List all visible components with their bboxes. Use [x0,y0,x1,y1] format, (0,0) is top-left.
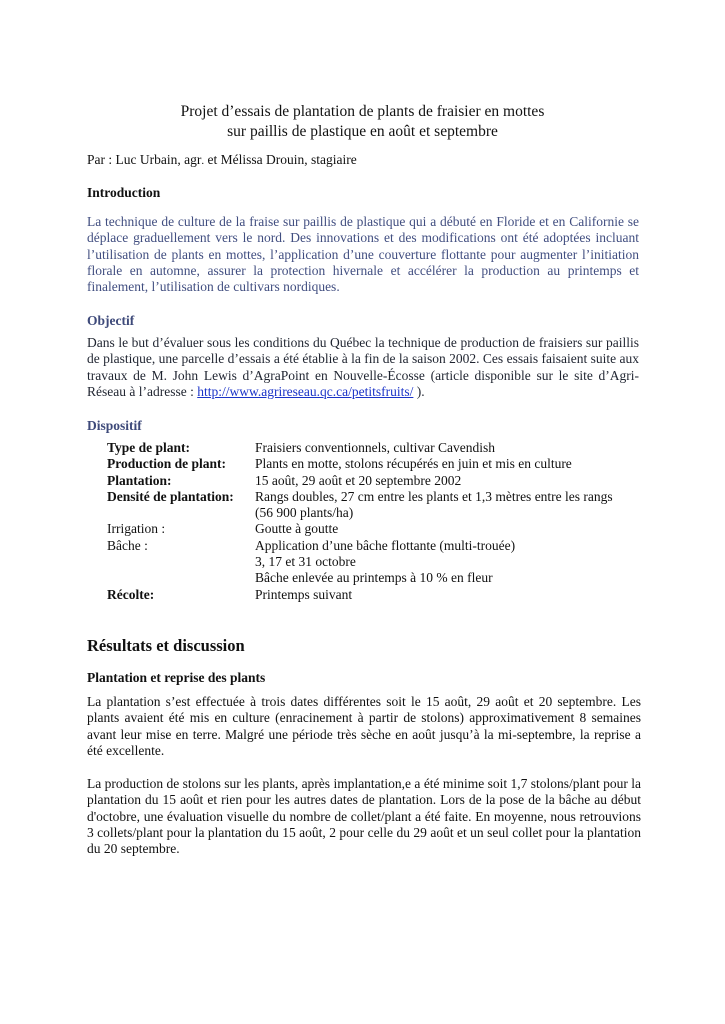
dispositif-row [107,521,645,537]
dispositif-key: Récolte: [107,586,155,602]
dispositif-value-line: 15 août, 29 août et 20 septembre 2002 [255,472,462,488]
dispositif-heading: Dispositif [87,418,142,433]
resultats-paragraph-2: La production de stolons sur les plants, après implantation,e a été minime soit 1,7 stolons/plant pour la plantation du 15 août et rien pour les autres dates de plantation. Lors de la pose de la bâche au début d'octobre, une évaluation visuelle du nombre de collet/plant a été faite. En moyenne, nous retrouvions 3 collets/plant pour la plantation du 15 août, 2 pour celle du 29 août et un seul collet pour la plantation du 20 septembre. [87,776,641,857]
dispositif-value-line: Plants en motte, stolons récupérés en juin et mis en culture [255,456,572,472]
dispositif-value [255,489,645,522]
objectif-paragraph [87,335,639,400]
objectif-text-end: ). [413,383,425,399]
dispositif-value-line: Printemps suivant [255,586,353,602]
dispositif-key: Densité de plantation: [107,488,234,504]
dispositif-value [255,521,645,537]
authors-rest: et Mélissa Drouin, stagiaire [204,152,357,167]
dispositif-key: Bâche : [107,537,148,553]
dispositif-value-line: Rangs doubles, 27 cm entre les plants et 1,3 mètres entre les rangs [255,488,613,504]
resultats-heading: Résultats et discussion [87,636,245,655]
authors-prefix: Par : Luc Urbain, agr [87,152,202,167]
introduction-heading: Introduction [87,185,161,200]
dispositif-value-line: Fraisiers conventionnels, cultivar Cavendish [255,440,495,455]
dispositif-value [255,538,645,587]
dispositif-value [255,456,645,472]
dispositif-key: Production de plant: [107,456,227,472]
dispositif-value [255,440,645,456]
plantation-subheading: Plantation et reprise des plants [87,670,266,685]
dispositif-value [255,473,645,489]
dispositif-value-line: Application d’une bâche flottante (multi-trouée) [255,537,516,553]
dispositif-row [107,587,645,603]
dispositif-value [255,587,645,603]
dispositif-value-line: (56 900 plants/ha) [255,505,354,521]
dispositif-row [107,456,645,472]
resultats-paragraph-1: La plantation s’est effectuée à trois dates différentes soit le 15 août, 29 août et 20 septembre. Les plants avaient été mis en culture (enracinement à partir de stolons) approximativement 8 semaines avant leur mise en terre. Malgré une période très sèche en août jusqu’à la mi-septembre, la reprise a été excellente. [87,694,641,758]
document-title-line-2: sur paillis de plastique en août et septembre [227,123,498,140]
agrireseau-link[interactable]: http://www.agrireseau.qc.ca/petitsfruits/ [197,383,414,399]
objectif-heading: Objectif [87,313,135,328]
objectif-text: Dans le but d’évaluer sous les conditions du Québec la technique de production de fraisiers sur paillis de plastique, une parcelle d’essais a été établie à la fin de la saison 2002. Ces essais faisaient suite aux travaux de M. John Lewis d’AgraPoint en Nouvelle-Écosse (article disponible sur le site d’Agri-Réseau à l’adresse : [87,335,639,399]
dispositif-row [107,473,645,489]
dispositif-value-line: Bâche enlevée au printemps à 10 % en fleur [255,570,493,586]
dispositif-row [107,538,645,587]
authors-line [87,152,357,168]
document-title-line-1: Projet d’essais de plantation de plants de fraisier en mottes [180,103,545,120]
dispositif-key: Plantation: [107,472,172,488]
dispositif-row [107,440,645,456]
dispositif-value-line: Goutte à goutte [255,521,339,537]
dispositif-row [107,489,645,522]
dispositif-key: Type de plant: [107,440,191,455]
dispositif-value-line: 3, 17 et 31 octobre [255,554,356,570]
dispositif-table [107,440,645,603]
introduction-paragraph: La technique de culture de la fraise sur paillis de plastique qui a débuté en Floride et en Californie se déplace graduellement vers le nord. Des innovations et des modifications ont été adoptées incluant l’utilisation de plants en mottes, l’application d’une couverture flottante pour augmenter l’initiation florale en automne, assurer la protection hivernale et accélérer la production au printemps et finalement, l’utilisation de cultivars nordiques. [87,214,639,295]
dispositif-key: Irrigation : [107,521,166,537]
authors-dot: . [201,155,205,167]
